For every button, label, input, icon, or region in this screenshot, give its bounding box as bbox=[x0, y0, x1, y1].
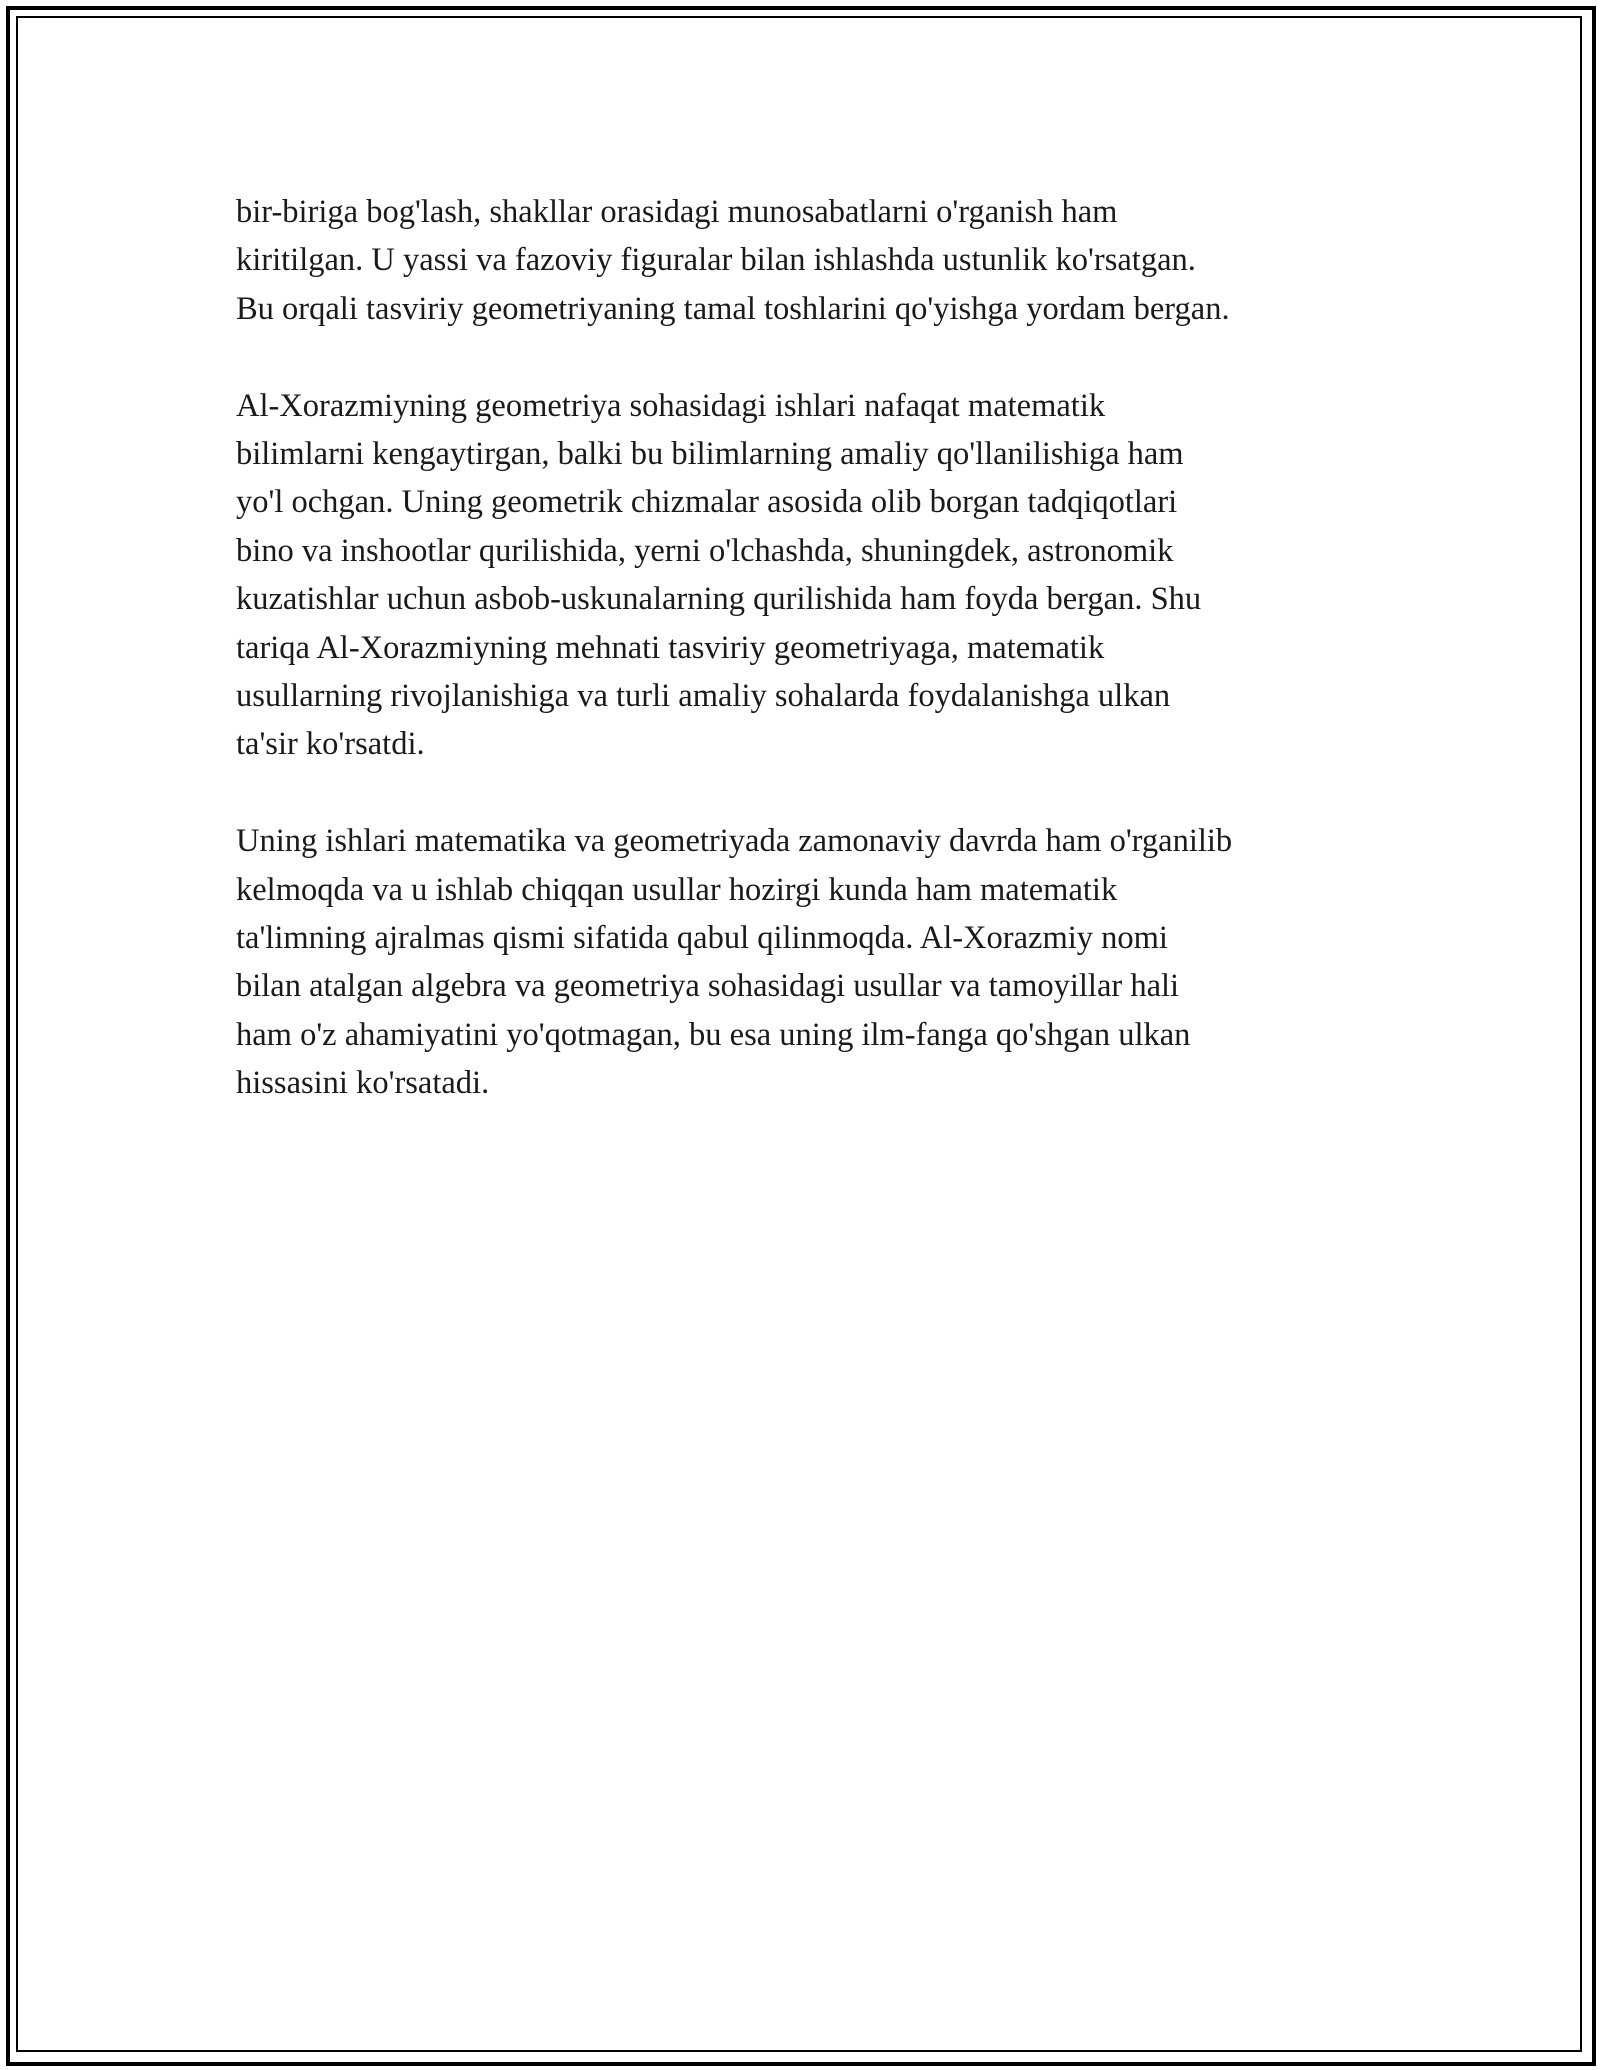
text-line: hissasini ko'rsatadi. bbox=[236, 1065, 490, 1102]
text-line: bilimlarni kengaytirgan, balki bu bilimlarning amaliy qo'llanilishiga ham bbox=[236, 436, 1184, 473]
text-line: bir-biriga bog'lash, shakllar orasidagi munosabatlarni o'rganish ham bbox=[236, 194, 1118, 230]
document-body bbox=[236, 188, 1386, 1156]
paragraph-2 bbox=[236, 382, 1386, 769]
text-line: ta'sir ko'rsatdi. bbox=[236, 726, 425, 763]
text-line: bilan atalgan algebra va geometriya sohasidagi usullar va tamoyillar hali bbox=[236, 968, 1180, 1005]
text-line: usullarning rivojlanishiga va turli amaliy sohalarda foydalanishga ulkan bbox=[236, 678, 1171, 715]
text-line: Al-Xorazmiyning geometriya sohasidagi ishlari nafaqat matematik bbox=[236, 387, 1106, 424]
paragraph-3 bbox=[236, 817, 1386, 1107]
text-line: Bu orqali tasviriy geometriyaning tamal toshlarini qo'yishga yordam bergan. bbox=[236, 290, 1230, 327]
text-line: Uning ishlari matematika va geometriyada zamonaviy davrda ham o'rganilib bbox=[236, 823, 1233, 860]
text-line: tariqa Al-Xorazmiyning mehnati tasviriy geometriyaga, matematik bbox=[236, 629, 1105, 666]
text-line: yo'l ochgan. Uning geometrik chizmalar asosida olib borgan tadqiqotlari bbox=[236, 484, 1178, 521]
text-line: ta'limning ajralmas qismi sifatida qabul qilinmoqda. Al-Xorazmiy nomi bbox=[236, 920, 1168, 957]
text-line: bino va inshootlar qurilishida, yerni o'lchashda, shuningdek, astronomik bbox=[236, 532, 1174, 569]
paragraph-1 bbox=[236, 188, 1386, 333]
text-line: ham o'z ahamiyatini yo'qotmagan, bu esa uning ilm-fanga qo'shgan ulkan bbox=[236, 1016, 1191, 1053]
text-line: kiritilgan. U yassi va fazoviy figuralar bilan ishlashda ustunlik ko'rsatgan. bbox=[236, 242, 1196, 279]
text-line: kuzatishlar uchun asbob-uskunalarning qurilishida ham foyda bergan. Shu bbox=[236, 581, 1202, 618]
text-line: kelmoqda va u ishlab chiqqan usullar hozirgi kunda ham matematik bbox=[236, 871, 1118, 908]
